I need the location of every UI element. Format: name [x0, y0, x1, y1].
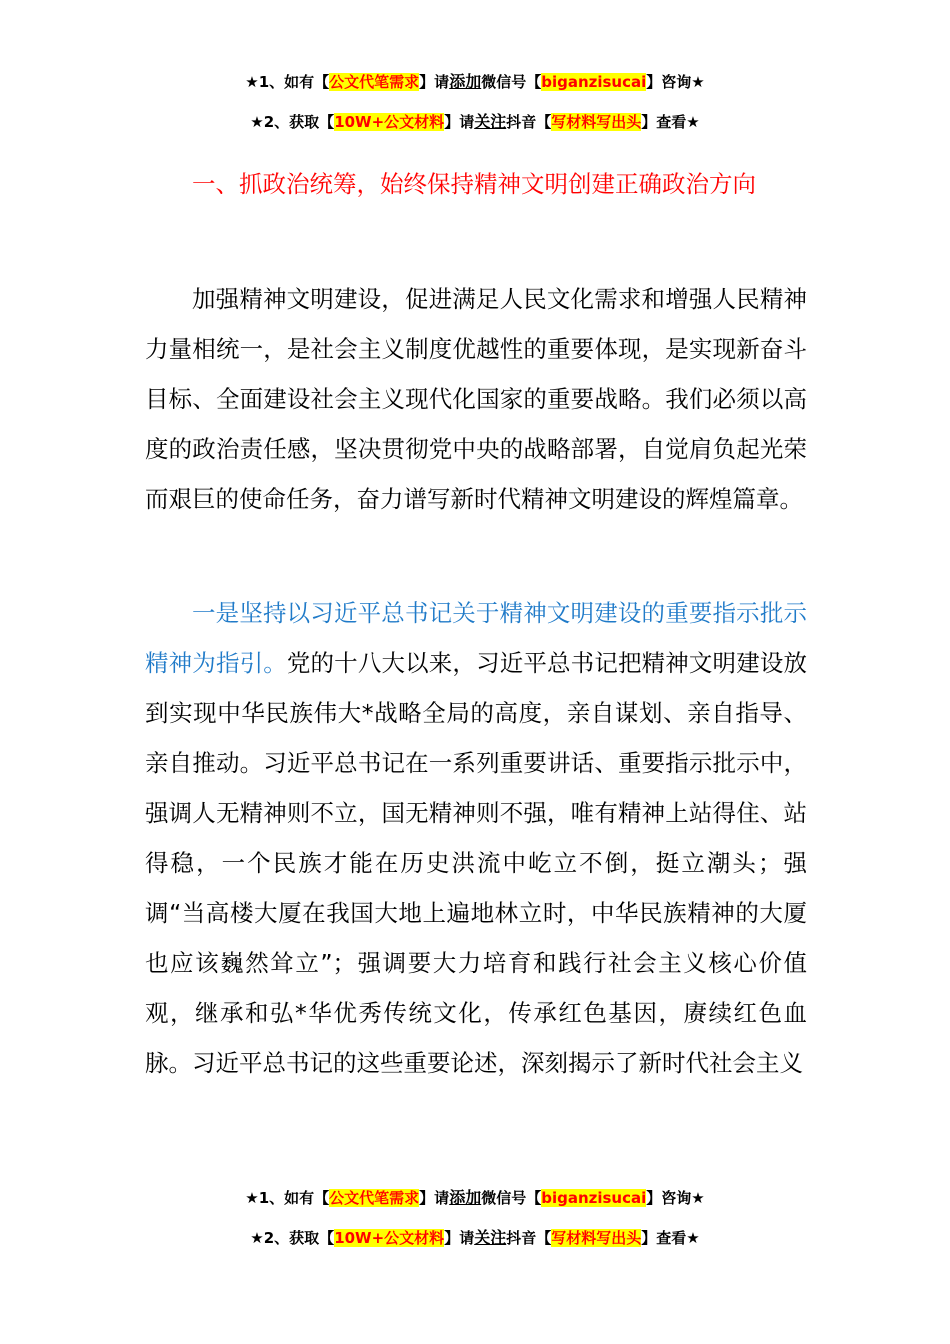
notice-prefix: ★1、如有【 — [245, 73, 330, 91]
notice-prefix: ★1、如有【 — [245, 1189, 330, 1207]
notice-highlight-materials: 10W+公文材料 — [334, 1229, 445, 1247]
body-paragraph-1: 加强精神文明建设，促进满足人民文化需求和增强人民精神力量相统一，是社会主义制度优越性的重要体现，是实现新奋斗目标、全面建设社会主义现代化国家的重要战略。我们必须以高度的政治责任感，坚决贯彻党中央的战略部署，自觉肩负起光荣而艰巨的使命任务，奋力谱写新时代精神文明建设的辉煌篇章。 — [145, 285, 807, 513]
notice-suffix: 】咨询★ — [646, 1189, 705, 1207]
notice-prefix: ★2、获取【 — [250, 113, 335, 131]
body-paragraph-2 — [145, 588, 807, 1088]
notice-highlight-wechat: biganzisucai — [541, 73, 647, 91]
notice-highlight-douyin: 写材料写出头 — [551, 1229, 642, 1247]
notice-emphasis: 关注 — [474, 1228, 507, 1247]
notice-text: 】请 — [444, 113, 475, 131]
notice-text: 抖音【 — [506, 113, 552, 131]
notice-highlight-service: 公文代笔需求 — [329, 73, 420, 91]
notice-highlight-wechat: biganzisucai — [541, 1189, 647, 1207]
notice-suffix: 】咨询★ — [646, 73, 705, 91]
notice-text: 微信号【 — [481, 1189, 542, 1207]
notice-emphasis: 添加 — [449, 72, 482, 91]
notice-suffix: 】查看★ — [641, 1229, 700, 1247]
notice-text: 】请 — [419, 1189, 450, 1207]
notice-emphasis: 关注 — [474, 112, 507, 131]
notice-highlight-douyin: 写材料写出头 — [551, 113, 642, 131]
notice-text: 】请 — [444, 1229, 475, 1247]
notice-text: 】请 — [419, 73, 450, 91]
bottom-notice-line-1 — [0, 1188, 950, 1208]
section-heading: 一、抓政治统筹，始终保持精神文明创建正确政治方向 — [192, 170, 756, 198]
notice-text: 抖音【 — [506, 1229, 552, 1247]
paragraph-body-text: 党的十八大以来，习近平总书记把精神文明建设放到实现中华民族伟大*战略全局的高度，亲自谋划、亲自指导、亲自推动。习近平总书记在一系列重要讲话、重要指示批示中，强调人无精神则不立，国无精神则不强，唯有精神上站得住、站得稳，一个民族才能在历史洪流中屹立不倒，挺立潮头；强调“当高楼大厦在我国大地上遍地林立时，中华民族精神的大厦也应该巍然耸立”；强调要大力培育和践行社会主义核心价值观，继承和弘*华优秀传统文化，传承红色基因，赓续红色血脉。习近平总书记的这些重要论述，深刻揭示了新时代社会主义 — [145, 649, 808, 1077]
notice-prefix: ★2、获取【 — [250, 1229, 335, 1247]
top-notice-line-2 — [0, 112, 950, 132]
notice-emphasis: 添加 — [449, 1188, 482, 1207]
paragraph-lead-sentence: 一是坚持以习近平总书记关于精神文明建设的重要指示批示精神为指引。 — [145, 599, 807, 677]
notice-highlight-materials: 10W+公文材料 — [334, 113, 445, 131]
notice-highlight-service: 公文代笔需求 — [329, 1189, 420, 1207]
bottom-notice-line-2 — [0, 1228, 950, 1248]
notice-suffix: 】查看★ — [641, 113, 700, 131]
top-notice-line-1 — [0, 72, 950, 92]
notice-text: 微信号【 — [481, 73, 542, 91]
